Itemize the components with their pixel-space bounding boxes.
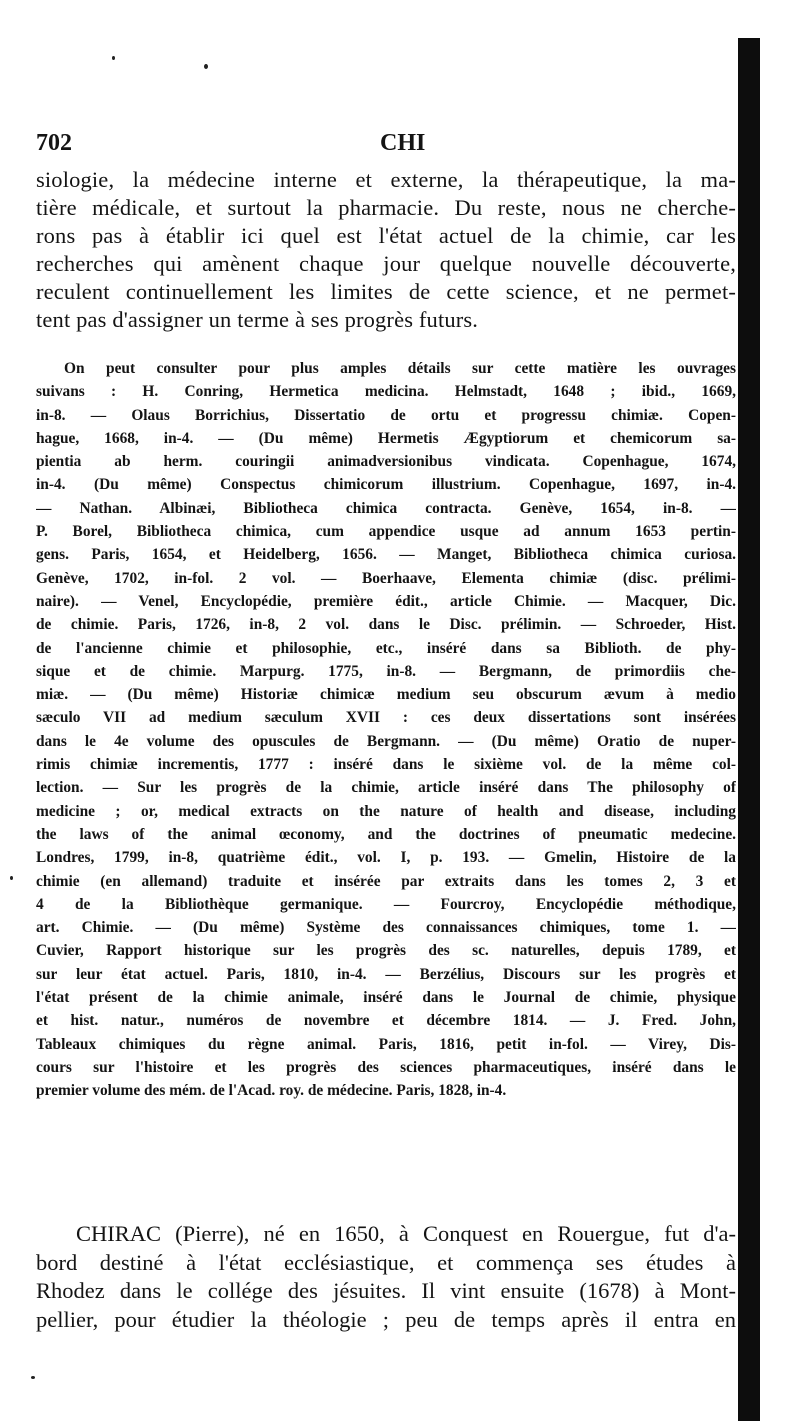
text-line: recherches qui amènent chaque jour quelque nouvelle découverte,	[36, 251, 736, 276]
note-line: hague, 1668, in-4. — (Du même) Hermetis Ægyptiorum et chemicorum sa-	[36, 429, 736, 447]
body-paragraph-top	[36, 166, 736, 334]
note-line: sur leur état actuel. Paris, 1810, in-4. — Berzélius, Discours sur les progrès et	[36, 965, 736, 983]
note-line: the laws of the animal œconomy, and the doctrines of pneumatic medecine.	[36, 825, 736, 843]
note-line: de chimie. Paris, 1726, in-8, 2 vol. dans le Disc. prélimin. — Schroeder, Hist.	[36, 616, 736, 634]
text-line: tière médicale, et surtout la pharmacie. Du reste, nous ne cherche-	[36, 195, 736, 220]
text-line: reculent continuellement les limites de cette science, et ne permet-	[36, 279, 736, 304]
note-line: in-8. — Olaus Borrichius, Dissertatio de ortu et progressu chimiæ. Copen-	[36, 406, 736, 424]
text-line: rons pas à établir ici quel est l'état actuel de la chimie, car les	[36, 223, 736, 248]
scan-speck	[204, 64, 208, 69]
note-line: l'état présent de la chimie animale, inséré dans le Journal de chimie, physique	[36, 989, 736, 1007]
text-line: siologie, la médecine interne et externe, la thérapeutique, la ma-	[36, 167, 736, 192]
note-line: art. Chimie. — (Du même) Système des connaissances chimiques, tome 1. —	[36, 919, 736, 937]
running-head: CHI	[380, 130, 426, 156]
text-line: pellier, pour étudier la théologie ; peu de temps après il entra en	[36, 1306, 736, 1332]
note-line: lection. — Sur les progrès de la chimie, article inséré dans The philosophy of	[36, 779, 736, 797]
bibliography-notes	[36, 357, 736, 1103]
text-line: CHIRAC (Pierre), né en 1650, à Conquest en Rouergue, fut d'a-	[76, 1221, 736, 1246]
note-line: naire). — Venel, Encyclopédie, première édit., article Chimie. — Macquer, Dic.	[36, 592, 736, 610]
note-line: in-4. (Du même) Conspectus chimicorum illustrium. Copenhague, 1697, in-4.	[36, 476, 736, 494]
scan-speck	[112, 56, 115, 60]
page-header	[36, 130, 736, 162]
page-number: 702	[36, 130, 72, 156]
note-line: Tableaux chimiques du règne animal. Paris, 1816, petit in-fol. — Virey, Dis-	[36, 1035, 736, 1053]
note-line: Londres, 1799, in-8, quatrième édit., vol. I, p. 193. — Gmelin, Histoire de la	[36, 849, 736, 867]
note-line: rimis chimiæ incrementis, 1777 : inséré dans le sixième vol. de la même col-	[36, 756, 736, 774]
scan-speck	[31, 1376, 35, 1379]
note-line: 4 de la Bibliothèque germanique. — Fourcroy, Encyclopédie méthodique,	[36, 895, 736, 913]
note-line: medicine ; or, medical extracts on the nature of health and disease, including	[36, 802, 736, 820]
note-line: sique et de chimie. Marpurg. 1775, in-8. — Bergmann, de primordiis che-	[36, 662, 736, 680]
note-line: Genève, 1702, in-fol. 2 vol. — Boerhaave, Elementa chimiæ (disc. prélimi-	[36, 569, 736, 587]
text-line: Rhodez dans le collége des jésuites. Il vint ensuite (1678) à Mont-	[36, 1278, 736, 1303]
note-line: On peut consulter pour plus amples détails sur cette matière les ouvrages	[64, 360, 736, 377]
text-line: bord destiné à l'état ecclésiastique, et commença ses études à	[36, 1249, 736, 1275]
note-line: Cuvier, Rapport historique sur les progrès des sc. naturelles, depuis 1789, et	[36, 942, 736, 960]
note-line: miæ. — (Du même) Historiæ chimicæ medium seu obscurum ævum à medio	[36, 686, 736, 704]
note-line: premier volume des mém. de l'Acad. roy. de médecine. Paris, 1828, in-4.	[36, 1082, 507, 1100]
note-line: sæculo VII ad medium sæculum XVII : ces deux dissertations sont insérées	[36, 709, 736, 727]
note-line: P. Borel, Bibliotheca chimica, cum appendice usque ad annum 1653 pertin-	[36, 523, 736, 541]
text-line: tent pas d'assigner un terme à ses progrès futurs.	[36, 307, 479, 332]
note-line: suivans : H. Conring, Hermetica medicina. Helmstadt, 1648 ; ibid., 1669,	[36, 383, 736, 401]
entry-chirac	[36, 1220, 736, 1334]
note-line: et hist. natur., numéros de novembre et décembre 1814. — J. Fred. John,	[36, 1012, 736, 1030]
scan-speck	[10, 876, 13, 880]
note-line: pientia ab herm. couringii animadversionibus vindicata. Copenhague, 1674,	[36, 453, 736, 471]
note-line: de l'ancienne chimie et philosophie, etc., inséré dans sa Biblioth. de phy-	[36, 639, 736, 657]
note-line: chimie (en allemand) traduite et insérée par extraits dans les tomes 2, 3 et	[36, 872, 736, 890]
note-line: cours sur l'histoire et les progrès des sciences pharmaceutiques, inséré dans le	[36, 1058, 736, 1076]
scan-edge-shadow	[738, 38, 760, 1421]
note-line: dans le 4e volume des opuscules de Bergmann. — (Du même) Oratio de nuper-	[36, 732, 736, 750]
note-line: gens. Paris, 1654, et Heidelberg, 1656. — Manget, Bibliotheca chimica curiosa.	[36, 546, 736, 564]
note-line: — Nathan. Albinæi, Bibliotheca chimica contracta. Genève, 1654, in-8. —	[36, 499, 736, 517]
